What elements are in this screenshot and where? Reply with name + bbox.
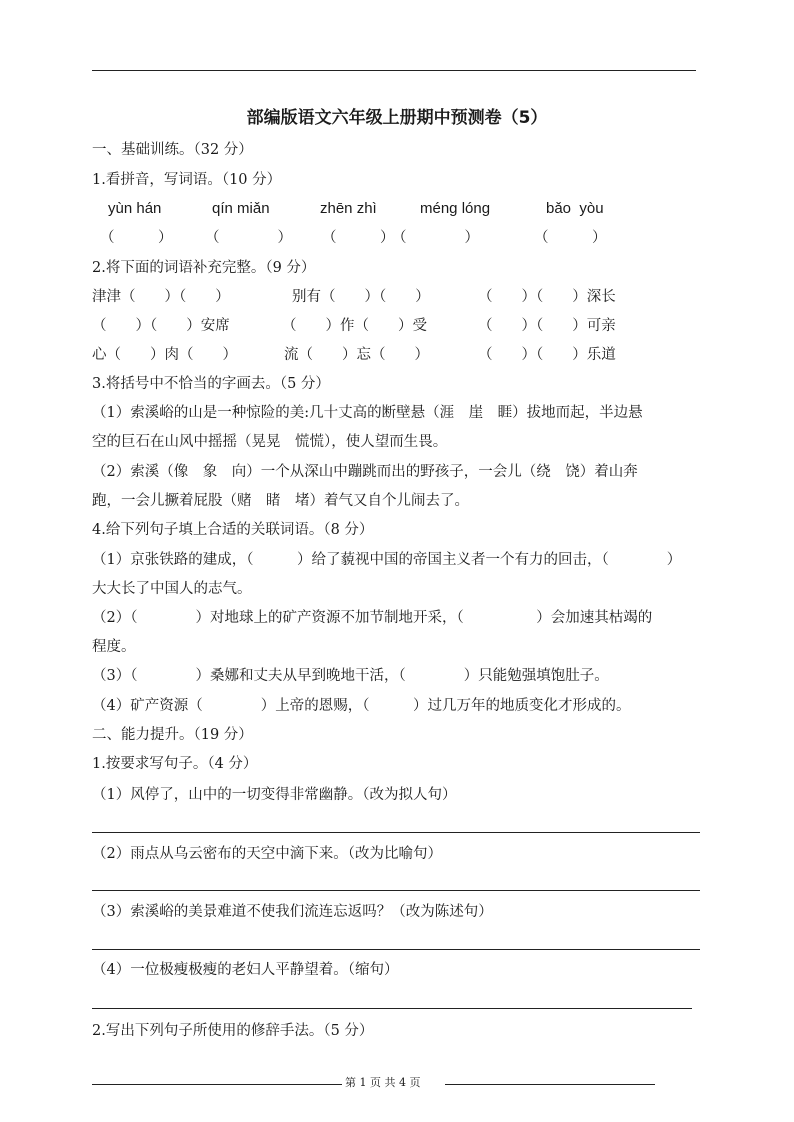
section2-heading: 二、能力提升。（19 分） xyxy=(92,727,253,743)
answer-line-2[interactable] xyxy=(92,890,700,891)
s2-q1-label: 1.按要求写句子。（4 分） xyxy=(92,756,258,772)
answer-line-4[interactable] xyxy=(92,1008,692,1009)
idiom-fill-1-3[interactable]: （ ）（ ）深长 xyxy=(478,289,616,305)
answer-blank-2[interactable]: （ ） xyxy=(205,230,292,246)
footer-rule-right xyxy=(445,1084,655,1085)
pinyin-2: qín miǎn xyxy=(212,200,270,217)
page-number: 第 1 页 共 4 页 xyxy=(345,1076,421,1089)
rewrite-prompt-3: （3）索溪峪的美景难道不使我们流连忘返吗？（改为陈述句） xyxy=(92,904,493,920)
idiom-fill-3-3[interactable]: （ ）（ ）乐道 xyxy=(478,347,616,363)
section1-heading: 一、基础训练。（32 分） xyxy=(92,142,253,158)
idiom-fill-1-2[interactable]: 别有（ ）（ ） xyxy=(292,289,430,305)
q3-label: 3.将括号中不恰当的字画去。（5 分） xyxy=(92,376,330,392)
answer-blank-4[interactable]: （ ） xyxy=(392,230,479,246)
q4-line-1: （1）京张铁路的建成，（ ）给了藐视中国的帝国主义者一个有力的回击，（ ） xyxy=(92,552,682,568)
rewrite-prompt-2: （2）雨点从乌云密布的天空中滴下来。（改为比喻句） xyxy=(92,846,442,862)
idiom-fill-2-2[interactable]: （ ）作（ ）受 xyxy=(282,318,427,334)
answer-blank-1[interactable]: （ ） xyxy=(100,230,173,246)
q4-line-5: （3）（ ）桑娜和丈夫从早到晚地干活，（ ）只能勉强填饱肚子。 xyxy=(92,668,609,684)
answer-blank-5[interactable]: （ ） xyxy=(534,230,607,246)
idiom-fill-3-2[interactable]: 流（ ）忘（ ） xyxy=(284,347,429,363)
q3-line-1: （1）索溪峪的山是一种惊险的美:几十丈高的断壁悬（涯 崖 睚）拔地而起，半边悬 xyxy=(92,405,643,421)
idiom-fill-3-1[interactable]: 心（ ）肉（ ） xyxy=(92,347,237,363)
q1-label: 1.看拼音，写词语。（10 分） xyxy=(92,172,282,188)
q3-line-2: 空的巨石在山风中摇摇（晃晃 慌慌），使人望而生畏。 xyxy=(92,434,448,450)
pinyin-5: bǎo yòu xyxy=(546,200,604,217)
q4-line-4: 程度。 xyxy=(92,639,136,655)
answer-line-1[interactable] xyxy=(92,832,700,833)
answer-blank-3[interactable]: （ ） xyxy=(322,230,395,246)
pinyin-4: méng lóng xyxy=(420,200,491,217)
idiom-fill-2-3[interactable]: （ ）（ ）可亲 xyxy=(478,318,616,334)
q2-label: 2.将下面的词语补充完整。（9 分） xyxy=(92,260,316,276)
pinyin-1: yùn hán xyxy=(108,200,162,217)
q4-line-6: （4）矿产资源（ ）上帝的恩赐，（ ）过几万年的地质变化才形成的。 xyxy=(92,698,631,714)
q3-line-3: （2）索溪（像 象 向）一个从深山中蹦跳而出的野孩子，一会儿（绕 饶）着山奔 xyxy=(92,464,638,480)
q4-label: 4.给下列句子填上合适的关联词语。（8 分） xyxy=(92,522,374,538)
q4-line-3: （2）（ ）对地球上的矿产资源不加节制地开采，（ ）会加速其枯竭的 xyxy=(92,610,653,626)
pinyin-3: zhēn zhì xyxy=(320,200,377,217)
answer-line-3[interactable] xyxy=(92,949,700,950)
footer-rule-left xyxy=(92,1084,342,1085)
idiom-fill-1-1[interactable]: 津津（ ）（ ） xyxy=(92,289,230,305)
rewrite-prompt-1: （1）风停了，山中的一切变得非常幽静。（改为拟人句） xyxy=(92,787,457,803)
q3-line-4: 跑，一会儿撅着屁股（赌 睹 堵）着气又自个儿闹去了。 xyxy=(92,493,469,509)
q4-line-2: 大大长了中国人的志气。 xyxy=(92,581,252,597)
page-title: 部编版语文六年级上册期中预测卷（5） xyxy=(246,108,548,128)
rewrite-prompt-4: （4）一位极瘦极瘦的老妇人平静望着。（缩句） xyxy=(92,962,399,978)
idiom-fill-2-1[interactable]: （ ）（ ）安席 xyxy=(92,318,230,334)
s2-q2-label: 2.写出下列句子所使用的修辞手法。（5 分） xyxy=(92,1023,374,1039)
header-rule xyxy=(92,70,696,71)
